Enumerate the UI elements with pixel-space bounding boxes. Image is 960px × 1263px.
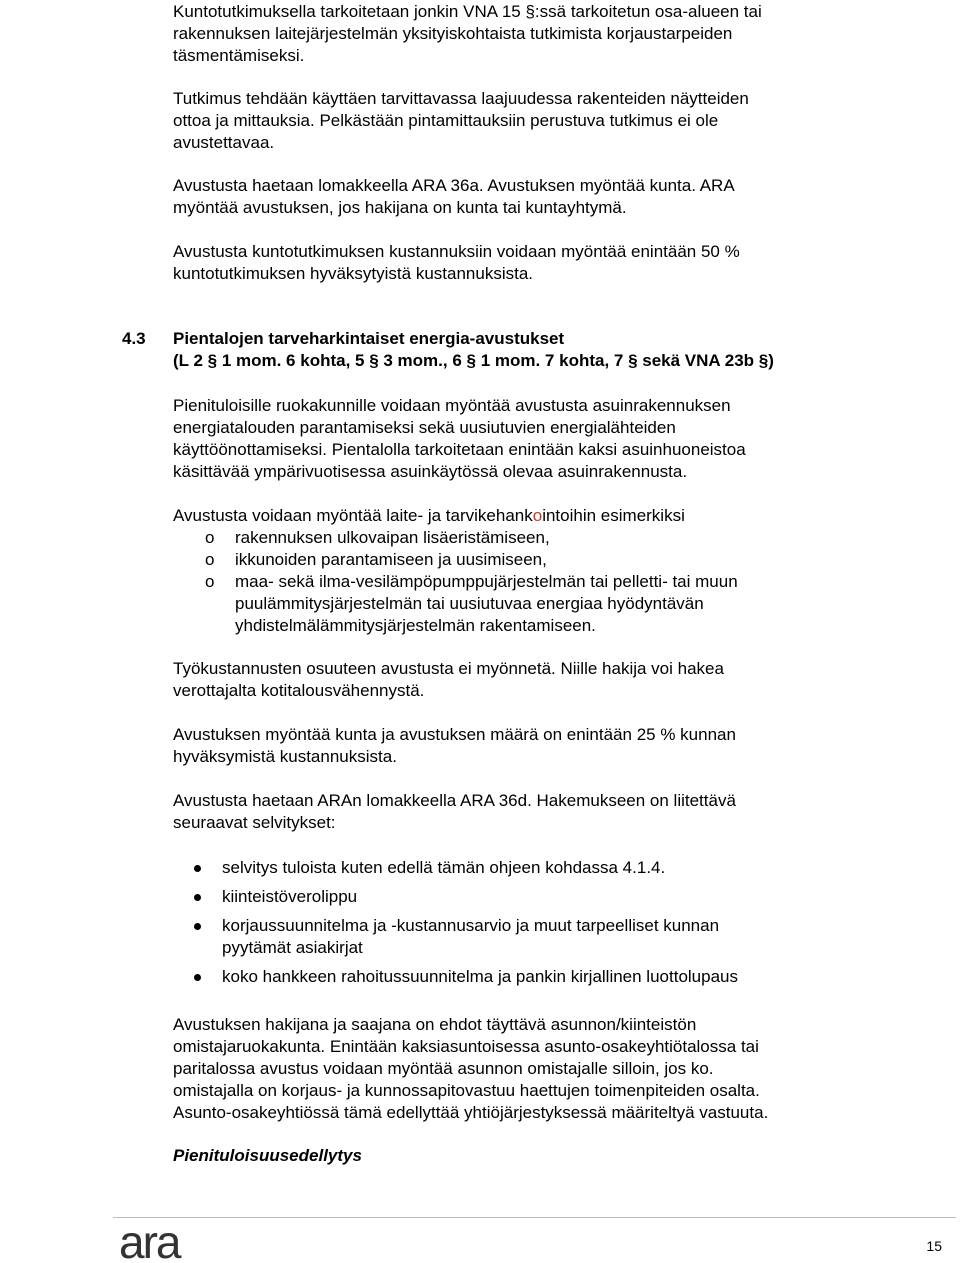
list-item: o maa- sekä ilma-vesilämpöpumppujärjestelmän tai pelletti- tai muun puulämmitysjärjestelmän tai uusiutuvaa energiaa hyödyntävän yhdistelmälämmitysjärjestelmän rakentamiseen. <box>205 572 738 635</box>
list-item: koko hankkeen rahoitussuunnitelma ja pankin kirjallinen luottolupaus <box>173 966 873 988</box>
section-heading <box>122 328 774 372</box>
list-item: o rakennuksen ulkovaipan lisäeristämiseen, <box>205 528 550 547</box>
paragraph-kuntotutkimus-kustannukset: Avustusta kuntotutkimuksen kustannuksiin voidaan myöntää enintään 50 % kuntotutkimuksen hyväksytyistä kustannuksista. <box>173 242 740 283</box>
paragraph-avustusta-haetaan-36a: Avustusta haetaan lomakkeella ARA 36a. Avustuksen myöntää kunta. ARA myöntää avustuksen, jos hakijana on kunta tai kuntayhtymä. <box>173 176 735 217</box>
list-item: o ikkunoiden parantamiseen ja uusimiseen, <box>205 550 547 569</box>
ara-logo <box>119 1218 191 1263</box>
list-marker: o <box>205 572 215 591</box>
paragraph-laite-hankinnat: Avustusta voidaan myöntää laite- ja tarvikehankointoihin esimerkiksi <box>173 506 685 525</box>
bullet-icon <box>194 923 201 930</box>
subheading-pienituloisuusedellytys: Pienituloisuusedellytys <box>173 1146 362 1165</box>
selvitys-list <box>173 857 873 995</box>
section-legal-reference: (L 2 § 1 mom. 6 kohta, 5 § 3 mom., 6 § 1 mom. 7 kohta, 7 § sekä VNA 23b §) <box>173 351 774 370</box>
footer-divider <box>113 1217 956 1218</box>
paragraph-pienituloisille: Pienituloisille ruokakunnille voidaan myöntää avustusta asuinrakennuksen energiatalouden parantamiseksi sekä uusiutuvien energialähteiden käyttöönottamiseksi. Pientalolla tarkoitetaan enintään kaksi asuinhuoneistoa käsittävää ympärivuotisessa asuinkäytössä olevaa asuinrakennusta. <box>173 396 746 481</box>
list-item: korjaussuunnitelma ja -kustannusarvio ja muut tarpeelliset kunnan pyytämät asiakirjat <box>173 915 873 959</box>
list-item: selvitys tuloista kuten edellä tämän ohjeen kohdassa 4.1.4. <box>173 857 873 879</box>
paragraph-tyokustannukset: Työkustannusten osuuteen avustusta ei myönnetä. Niille hakija voi hakea verottajalta kotitalousvähennystä. <box>173 659 724 700</box>
hankinta-list <box>173 527 873 637</box>
list-item: kiinteistöverolippu <box>173 886 873 908</box>
paragraph-tutkimus: Tutkimus tehdään käyttäen tarvittavassa laajuudessa rakenteiden näytteiden ottoa ja mittauksia. Pelkästään pintamittauksiin perustuva tutkimus ei ole avustettavaa. <box>173 89 749 152</box>
bullet-icon <box>194 894 201 901</box>
list-marker: o <box>205 528 215 547</box>
paragraph-hakija-ja-saaja: Avustuksen hakijana ja saajana on ehdot täyttävä asunnon/kiinteistön omistajaruokakunta. Enintään kaksiasuntoisessa asunto-osakeyhtiötalossa tai paritalossa avustus voidaan myöntää asunnon omistajalle silloin, jos ko. omistajalla on korjaus- ja kunnossapitovastuu haettujen toimenpiteiden osalta. Asunto-osakeyhtiössä tämä edellyttää yhtiöjärjestyksessä määriteltyä vastuuta. <box>173 1015 769 1122</box>
bullet-icon <box>194 865 201 872</box>
paragraph-kuntotutkimus: Kuntotutkimuksella tarkoitetaan jonkin VNA 15 §:ssä tarkoitetun osa-alueen tai rakennuksen laitejärjestelmän yksityiskohtaista tutkimista korjaustarpeiden täsmentämiseksi. <box>173 2 762 65</box>
list-marker: o <box>205 550 215 569</box>
svg-text:ara: ara <box>119 1218 180 1263</box>
bullet-icon <box>194 974 201 981</box>
section-number: 4.3 <box>122 329 146 348</box>
paragraph-avustuksen-maara: Avustuksen myöntää kunta ja avustuksen määrä on enintään 25 % kunnan hyväksymistä kustannuksista. <box>173 725 736 766</box>
section-title: Pientalojen tarveharkintaiset energia-avustukset <box>173 329 565 348</box>
page-number: 15 <box>926 1238 942 1254</box>
paragraph-avustusta-haetaan-36d: Avustusta haetaan ARAn lomakkeella ARA 36d. Hakemukseen on liitettävä seuraavat selvitykset: <box>173 791 736 832</box>
